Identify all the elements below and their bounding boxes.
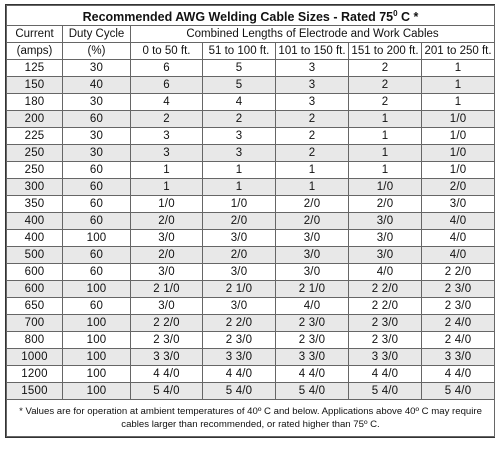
- table-row: [7, 315, 495, 332]
- welding-cable-table: [6, 5, 495, 437]
- cell-cable-size: 3: [276, 94, 349, 111]
- cell-cable-size: 2: [349, 77, 422, 94]
- header-length-101-150: 101 to 150 ft.: [276, 43, 349, 60]
- header-combined-lengths: Combined Lengths of Electrode and Work Cables: [131, 26, 495, 43]
- cell-cable-size: 2/0: [276, 196, 349, 213]
- cell-duty-cycle: 60: [63, 179, 131, 196]
- cell-duty-cycle: 30: [63, 128, 131, 145]
- cell-cable-size: 1: [203, 179, 276, 196]
- cell-duty-cycle: 60: [63, 298, 131, 315]
- header-length-0-50: 0 to 50 ft.: [131, 43, 203, 60]
- cell-duty-cycle: 30: [63, 94, 131, 111]
- cell-cable-size: 3/0: [349, 213, 422, 230]
- cell-cable-size: 3 3/0: [422, 349, 495, 366]
- cell-cable-size: 1/0: [422, 111, 495, 128]
- cell-current: 400: [7, 230, 63, 247]
- welding-cable-table-frame: [5, 4, 495, 438]
- cell-cable-size: 2: [276, 111, 349, 128]
- header-current-unit: (amps): [7, 43, 63, 60]
- cell-cable-size: 1: [349, 128, 422, 145]
- cell-cable-size: 3/0: [203, 230, 276, 247]
- cell-duty-cycle: 60: [63, 213, 131, 230]
- cell-duty-cycle: 100: [63, 383, 131, 400]
- cell-cable-size: 2 2/0: [349, 281, 422, 298]
- cell-cable-size: 3 3/0: [131, 349, 203, 366]
- header-duty-unit: (%): [63, 43, 131, 60]
- cell-cable-size: 2 2/0: [349, 298, 422, 315]
- cell-duty-cycle: 100: [63, 281, 131, 298]
- cell-cable-size: 2 1/0: [203, 281, 276, 298]
- table-row: [7, 162, 495, 179]
- cell-duty-cycle: 100: [63, 349, 131, 366]
- cell-current: 180: [7, 94, 63, 111]
- cell-current: 800: [7, 332, 63, 349]
- cell-duty-cycle: 100: [63, 315, 131, 332]
- table-row: [7, 77, 495, 94]
- cell-current: 150: [7, 77, 63, 94]
- cell-cable-size: 5 4/0: [422, 383, 495, 400]
- cell-cable-size: 1/0: [203, 196, 276, 213]
- cell-duty-cycle: 100: [63, 332, 131, 349]
- cell-cable-size: 3/0: [203, 264, 276, 281]
- cell-cable-size: 3/0: [203, 298, 276, 315]
- table-row: [7, 179, 495, 196]
- cell-duty-cycle: 100: [63, 230, 131, 247]
- cell-cable-size: 4 4/0: [422, 366, 495, 383]
- cell-cable-size: 2 4/0: [422, 332, 495, 349]
- cell-cable-size: 2 3/0: [349, 332, 422, 349]
- cell-cable-size: 2 1/0: [276, 281, 349, 298]
- table-row: [7, 383, 495, 400]
- cell-cable-size: 2/0: [422, 179, 495, 196]
- cell-cable-size: 4 4/0: [349, 366, 422, 383]
- cell-cable-size: 3: [276, 77, 349, 94]
- cell-cable-size: 1: [422, 60, 495, 77]
- cell-cable-size: 4/0: [422, 213, 495, 230]
- cell-cable-size: 2 4/0: [422, 315, 495, 332]
- cell-current: 1000: [7, 349, 63, 366]
- table-body: [7, 60, 495, 400]
- cell-cable-size: 2: [349, 94, 422, 111]
- cell-cable-size: 3/0: [276, 230, 349, 247]
- cell-cable-size: 3/0: [131, 298, 203, 315]
- cell-current: 350: [7, 196, 63, 213]
- header-length-151-200: 151 to 200 ft.: [349, 43, 422, 60]
- cell-duty-cycle: 60: [63, 247, 131, 264]
- table-row: [7, 111, 495, 128]
- cell-duty-cycle: 40: [63, 77, 131, 94]
- cell-cable-size: 1: [131, 179, 203, 196]
- cell-duty-cycle: 30: [63, 145, 131, 162]
- cell-duty-cycle: 60: [63, 162, 131, 179]
- cell-current: 600: [7, 264, 63, 281]
- cell-cable-size: 3/0: [422, 196, 495, 213]
- cell-cable-size: 2: [276, 128, 349, 145]
- cell-cable-size: 2 3/0: [203, 332, 276, 349]
- cell-cable-size: 3 3/0: [203, 349, 276, 366]
- cell-cable-size: 5 4/0: [276, 383, 349, 400]
- cell-cable-size: 2/0: [203, 247, 276, 264]
- cell-cable-size: 4/0: [422, 230, 495, 247]
- header-length-201-250: 201 to 250 ft.: [422, 43, 495, 60]
- cell-cable-size: 1/0: [349, 179, 422, 196]
- cell-cable-size: 3/0: [131, 264, 203, 281]
- cell-cable-size: 4 4/0: [203, 366, 276, 383]
- cell-cable-size: 6: [131, 60, 203, 77]
- cell-cable-size: 3/0: [131, 230, 203, 247]
- cell-cable-size: 1: [349, 111, 422, 128]
- cell-cable-size: 2/0: [131, 213, 203, 230]
- table-row: [7, 145, 495, 162]
- cell-cable-size: 1/0: [422, 162, 495, 179]
- cell-cable-size: 2 3/0: [276, 332, 349, 349]
- cell-current: 1500: [7, 383, 63, 400]
- cell-duty-cycle: 100: [63, 366, 131, 383]
- cell-current: 500: [7, 247, 63, 264]
- cell-cable-size: 5: [203, 77, 276, 94]
- table-row: [7, 264, 495, 281]
- cell-cable-size: 1/0: [131, 196, 203, 213]
- table-row: [7, 366, 495, 383]
- cell-duty-cycle: 60: [63, 111, 131, 128]
- cell-cable-size: 3/0: [276, 247, 349, 264]
- cell-current: 200: [7, 111, 63, 128]
- cell-current: 225: [7, 128, 63, 145]
- header-duty-cycle: Duty Cycle: [63, 26, 131, 43]
- cell-cable-size: 3 3/0: [276, 349, 349, 366]
- header-length-51-100: 51 to 100 ft.: [203, 43, 276, 60]
- table-row: [7, 247, 495, 264]
- table-row: [7, 281, 495, 298]
- table-row: [7, 94, 495, 111]
- cell-cable-size: 4 4/0: [131, 366, 203, 383]
- cell-cable-size: 2 3/0: [422, 281, 495, 298]
- cell-current: 300: [7, 179, 63, 196]
- cell-cable-size: 4/0: [276, 298, 349, 315]
- cell-current: 650: [7, 298, 63, 315]
- cell-cable-size: 3: [131, 145, 203, 162]
- table-row: [7, 196, 495, 213]
- cell-cable-size: 2/0: [276, 213, 349, 230]
- cell-cable-size: 1: [349, 145, 422, 162]
- cell-cable-size: 1: [276, 179, 349, 196]
- cell-current: 125: [7, 60, 63, 77]
- cell-cable-size: 3/0: [349, 230, 422, 247]
- cell-cable-size: 2 1/0: [131, 281, 203, 298]
- table-row: [7, 332, 495, 349]
- cell-cable-size: 2 2/0: [131, 315, 203, 332]
- cell-current: 400: [7, 213, 63, 230]
- table-row: [7, 128, 495, 145]
- cell-cable-size: 3: [131, 128, 203, 145]
- header-current: Current: [7, 26, 63, 43]
- table-title: Recommended AWG Welding Cable Sizes - Rated $75^0$ C *: [7, 6, 495, 26]
- cell-cable-size: 4 4/0: [276, 366, 349, 383]
- cell-cable-size: 2 3/0: [276, 315, 349, 332]
- cell-cable-size: 6: [131, 77, 203, 94]
- cell-cable-size: 1: [349, 162, 422, 179]
- cell-cable-size: 5 4/0: [131, 383, 203, 400]
- table-row: [7, 349, 495, 366]
- cell-current: 1200: [7, 366, 63, 383]
- cell-cable-size: 3: [276, 60, 349, 77]
- cell-cable-size: 2 3/0: [422, 298, 495, 315]
- cell-cable-size: 1: [422, 94, 495, 111]
- cell-current: 250: [7, 162, 63, 179]
- cell-cable-size: 2: [349, 60, 422, 77]
- cell-cable-size: 1: [276, 162, 349, 179]
- cell-duty-cycle: 30: [63, 60, 131, 77]
- table-footnote: * Values are for operation at ambient temperatures of 40º C and below. Applications above 40º C may require cables larger than recommended, or rated higher than 75º C.: [7, 400, 495, 437]
- cell-cable-size: 3: [203, 145, 276, 162]
- cell-cable-size: 2 3/0: [131, 332, 203, 349]
- cell-cable-size: 4/0: [422, 247, 495, 264]
- table-row: [7, 230, 495, 247]
- cell-cable-size: 4: [131, 94, 203, 111]
- cell-cable-size: 2/0: [131, 247, 203, 264]
- cell-cable-size: 3/0: [349, 247, 422, 264]
- cell-cable-size: 5 4/0: [203, 383, 276, 400]
- cell-cable-size: 1: [131, 162, 203, 179]
- table-row: [7, 60, 495, 77]
- cell-cable-size: 3 3/0: [349, 349, 422, 366]
- cell-cable-size: 1/0: [422, 128, 495, 145]
- cell-current: 700: [7, 315, 63, 332]
- cell-cable-size: 1: [422, 77, 495, 94]
- cell-cable-size: 5: [203, 60, 276, 77]
- cell-cable-size: 2 2/0: [203, 315, 276, 332]
- cell-cable-size: 2/0: [349, 196, 422, 213]
- cell-cable-size: 1: [203, 162, 276, 179]
- cell-current: 600: [7, 281, 63, 298]
- cell-cable-size: 2: [131, 111, 203, 128]
- cell-duty-cycle: 60: [63, 264, 131, 281]
- cell-cable-size: 2 2/0: [422, 264, 495, 281]
- cell-cable-size: 2: [203, 111, 276, 128]
- cell-current: 250: [7, 145, 63, 162]
- cell-cable-size: 4: [203, 94, 276, 111]
- cell-duty-cycle: 60: [63, 196, 131, 213]
- cell-cable-size: 3/0: [276, 264, 349, 281]
- cell-cable-size: 3: [203, 128, 276, 145]
- cell-cable-size: 5 4/0: [349, 383, 422, 400]
- cell-cable-size: 4/0: [349, 264, 422, 281]
- table-row: [7, 213, 495, 230]
- cell-cable-size: 1/0: [422, 145, 495, 162]
- cell-cable-size: 2 3/0: [349, 315, 422, 332]
- cell-cable-size: 2/0: [203, 213, 276, 230]
- table-row: [7, 298, 495, 315]
- cell-cable-size: 2: [276, 145, 349, 162]
